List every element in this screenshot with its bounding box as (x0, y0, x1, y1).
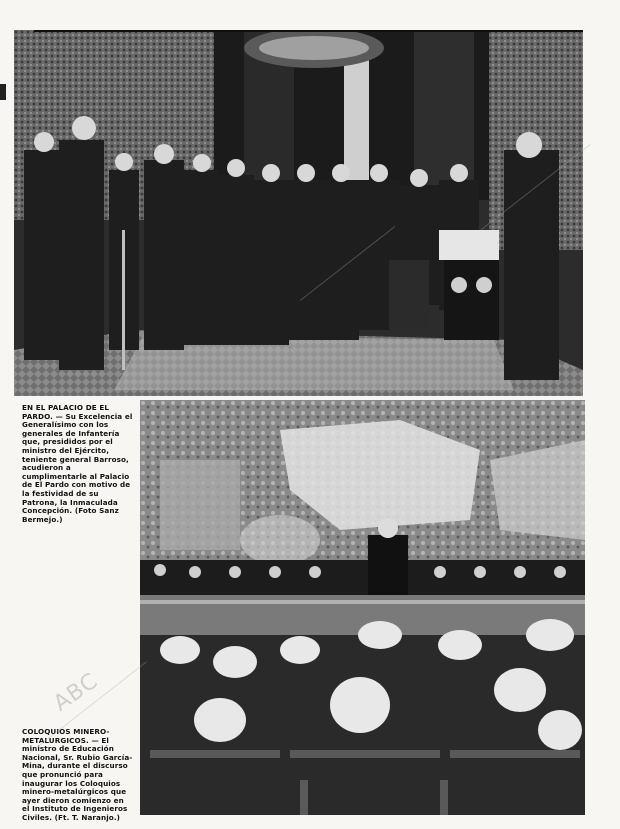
abc-watermark: ABC (49, 668, 103, 717)
caption-lead: EN EL PALACIO DE EL PARDO. (22, 403, 110, 421)
photo-el-pardo (14, 30, 583, 396)
caption-el-pardo (22, 404, 134, 524)
caption-lead: COLOQUIOS MINERO-METALURGICOS. (22, 727, 110, 745)
margin-mark (0, 84, 6, 100)
caption-body: — Su Excelencia el Generalísimo con los generales de Infantería que, presididos por el ministro del Ejército, teniente general Barroso, acudieron a cumplimentarle al Palacio de El Pardo con motivo de la festividad de su Patrona, la Inmaculada Concepción. (Foto Sanz Bermejo.) (22, 411, 133, 524)
caption-coloquios (22, 728, 134, 823)
caption-body: — El ministro de Educación Nacional, Sr. Rubio García-Mina, durante el discurso que pronunció para inaugurar los Coloquios minero-metalúrgicos que ayer dieron comienzo en el Instituto de Ingenieros Civiles. (Ft. T. Naranjo.) (22, 735, 133, 822)
photo-coloquios (140, 400, 585, 815)
